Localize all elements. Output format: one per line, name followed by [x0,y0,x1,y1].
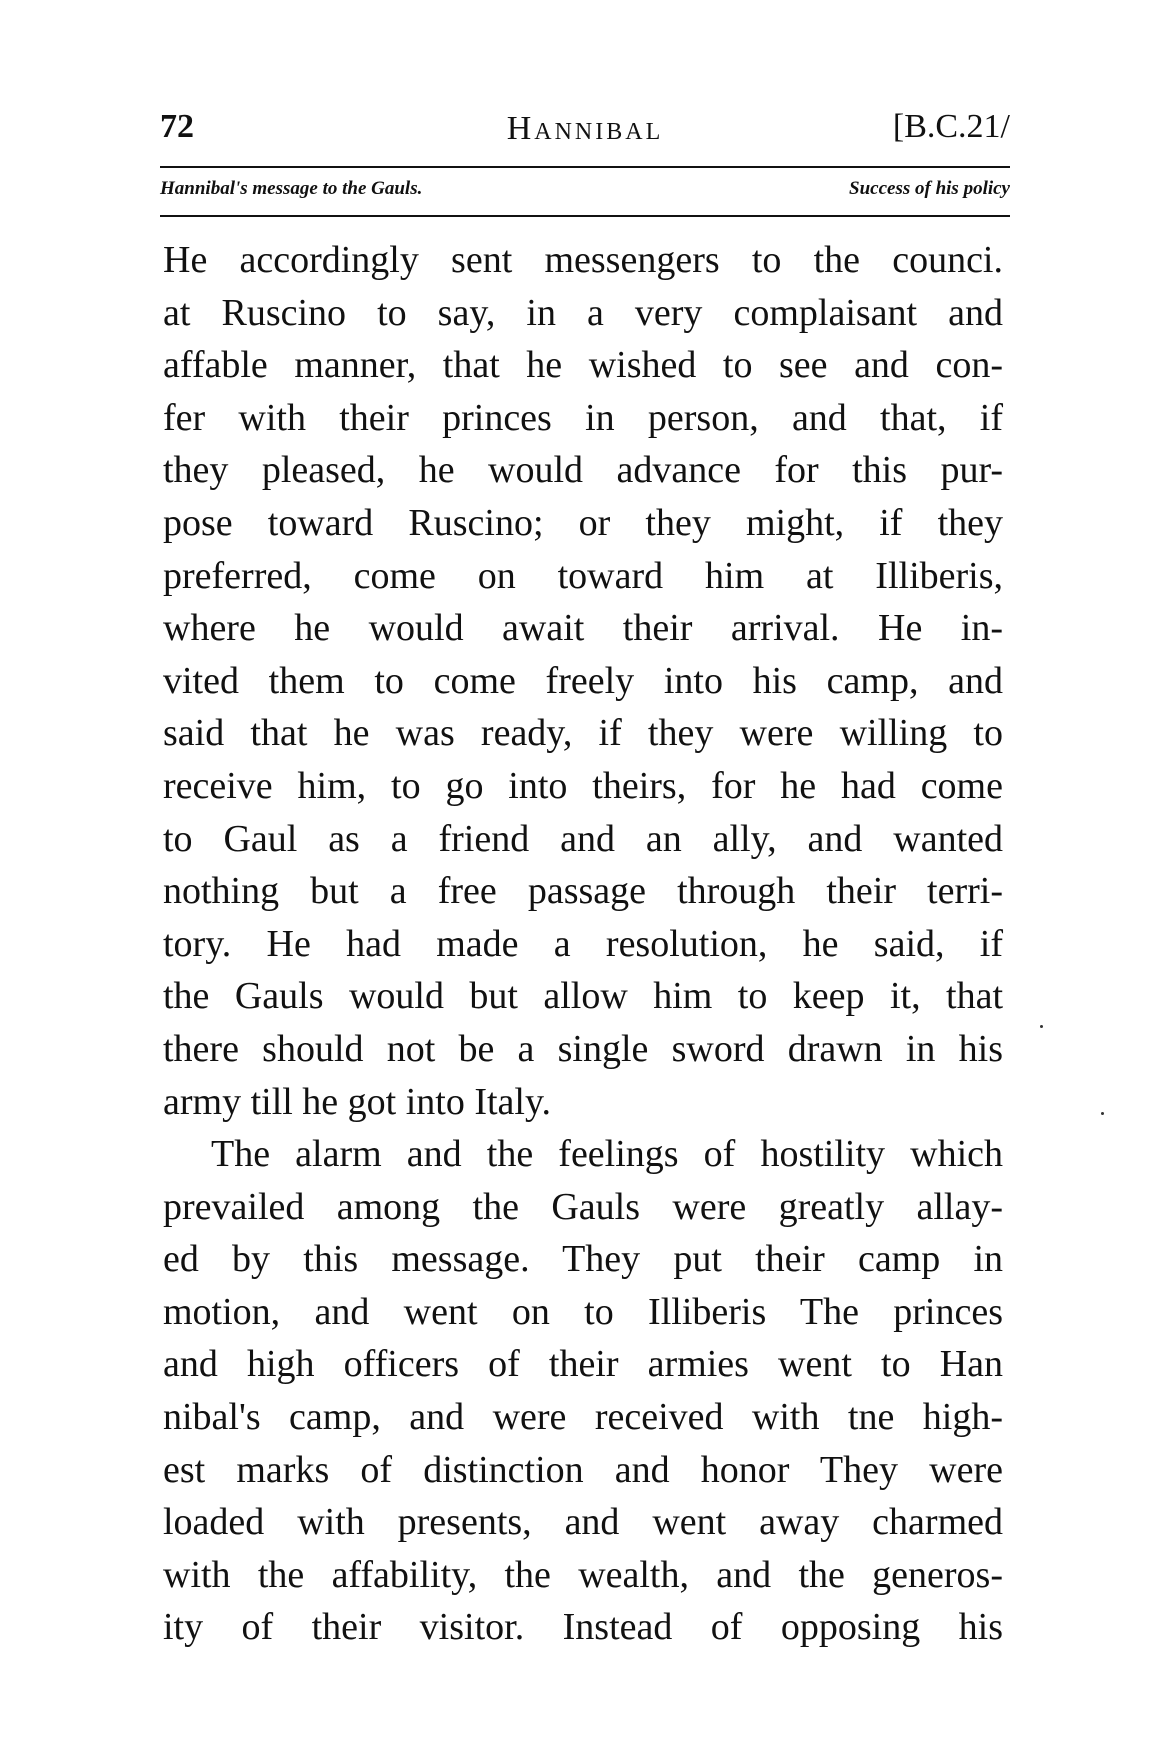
text-line: where he would await their arrival. He in- [163,607,1003,650]
text-line: receive him, to go into theirs, for he had come [163,764,1003,807]
text-line: vited them to come freely into his camp, and [163,659,1003,702]
date-mark: [B.C.21/ [892,108,1010,145]
text-line: motion, and went on to Illiberis The princes [163,1290,1003,1333]
text-line: affable manner, that he wished to see and con- [163,344,1003,387]
text-line: The alarm and the feelings of hostility which [211,1133,1003,1176]
text-line: they pleased, he would advance for this pur- [163,449,1003,492]
text-line: to Gaul as a friend and an ally, and wanted [163,817,1003,860]
sidenote-right: Success of his policy [849,178,1010,199]
text-line: est marks of distinction and honor They were [163,1448,1003,1491]
text-line: pose toward Ruscino; or they might, if they [163,501,1003,544]
header-rule-bottom [160,215,1010,217]
paragraph [163,234,1003,1128]
text-line: and high officers of their armies went to Han [163,1343,1003,1386]
text-line: with the affability, the wealth, and the generos- [163,1553,1003,1596]
text-line: army till he got into Italy. [163,1080,552,1123]
text-line: there should not be a single sword drawn in his [163,1027,1003,1070]
text-line: the Gauls would but allow him to keep it, that [163,975,1003,1018]
text-line: fer with their princes in person, and that, if [163,396,1003,439]
text-line: nibal's camp, and were received with tne high- [163,1396,1003,1439]
sidenote-left: Hannibal's message to the Gauls. [160,178,423,199]
print-speck [1101,1112,1104,1115]
header-rule-top [160,166,1010,168]
page-number: 72 [160,108,194,145]
text-line: preferred, come on toward him at Illiberis, [163,554,1003,597]
page-header [160,108,1010,152]
text-line: loaded with presents, and went away charmed [163,1501,1003,1544]
running-sidenotes [160,178,1010,206]
text-line: ity of their visitor. Instead of opposing his [163,1606,1003,1649]
body-text [163,234,1003,1654]
text-line: at Ruscino to say, in a very complaisant and [163,291,1003,334]
text-line: prevailed among the Gauls were greatly allay- [163,1185,1003,1228]
text-line: ed by this message. They put their camp in [163,1238,1003,1281]
text-line: He accordingly sent messengers to the counci. [163,239,1003,281]
text-line: tory. He had made a resolution, he said, if [163,922,1003,965]
text-line: said that he was ready, if they were willing to [163,712,1003,755]
text-line: nothing but a free passage through their terri- [163,870,1003,913]
print-speck [1040,1025,1043,1028]
paragraph [163,1128,1003,1654]
running-title: Hannibal [506,110,664,147]
